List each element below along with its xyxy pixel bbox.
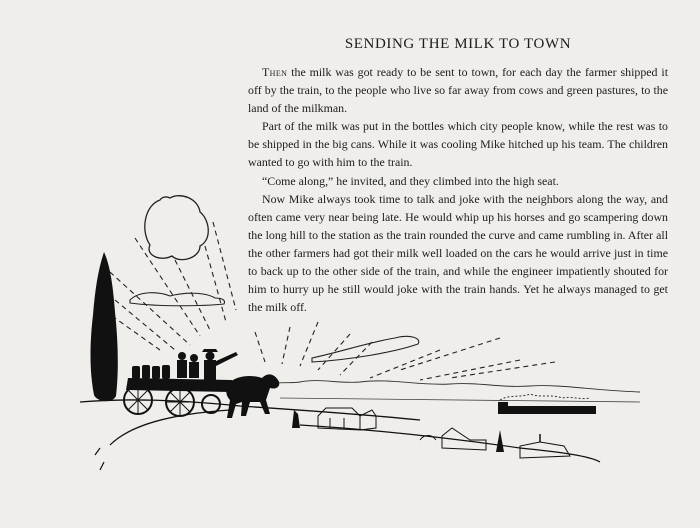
- paragraph-3: [248, 172, 668, 190]
- cypress-tree: [91, 252, 118, 401]
- horses: [226, 374, 279, 418]
- small-tree: [496, 430, 504, 452]
- road-curve: [110, 410, 230, 445]
- story-text: [248, 63, 668, 316]
- barn-left: [292, 410, 300, 428]
- horizon-treeline: [250, 381, 640, 392]
- paragraph-4: [248, 190, 668, 317]
- paragraph-text: Now Mike always took time to talk and joke with the neighbors along the way, and often came very near being late. He would whip up his horses and go scampering down the long hill to the station as the train rounded the curve and came rumbling in. After all the other farmers had got their milk well loaded on the cars he would arrive just in time to back up to the other side of the train, and while the engineer impatiently shouted for him to hurry up he still would joke with the train hands. Yet he always managed to get the milk off.: [248, 191, 668, 315]
- paragraph-text: the milk was got ready to be sent to town, for each day the farmer shipped it off by the train, to the people who live so far away from cows and green pastures, to the land of the milkman.: [248, 65, 668, 116]
- paragraph-1: [248, 63, 668, 117]
- cloud: [145, 196, 208, 260]
- hill-foreground: [80, 400, 420, 420]
- paragraph-2: [248, 117, 668, 171]
- road-dashes: [95, 448, 104, 470]
- train-smoke: [500, 394, 590, 400]
- paragraph-text: “Come along,” he invited, and they climbed into the high seat.: [262, 173, 559, 188]
- paragraph-lead: Then: [262, 65, 288, 79]
- milk-wagon: [126, 349, 238, 392]
- horizon-line: [280, 398, 640, 402]
- buildings-lower: [420, 428, 570, 458]
- page-title: SENDING THE MILK TO TOWN: [344, 36, 572, 52]
- paragraph-text: Part of the milk was put in the bottles which city people know, while the rest was to be shipped in the big cans. While it was cooling Mike hitched up his team. The children wanted to go with him to the train.: [248, 119, 668, 170]
- train: [498, 402, 596, 414]
